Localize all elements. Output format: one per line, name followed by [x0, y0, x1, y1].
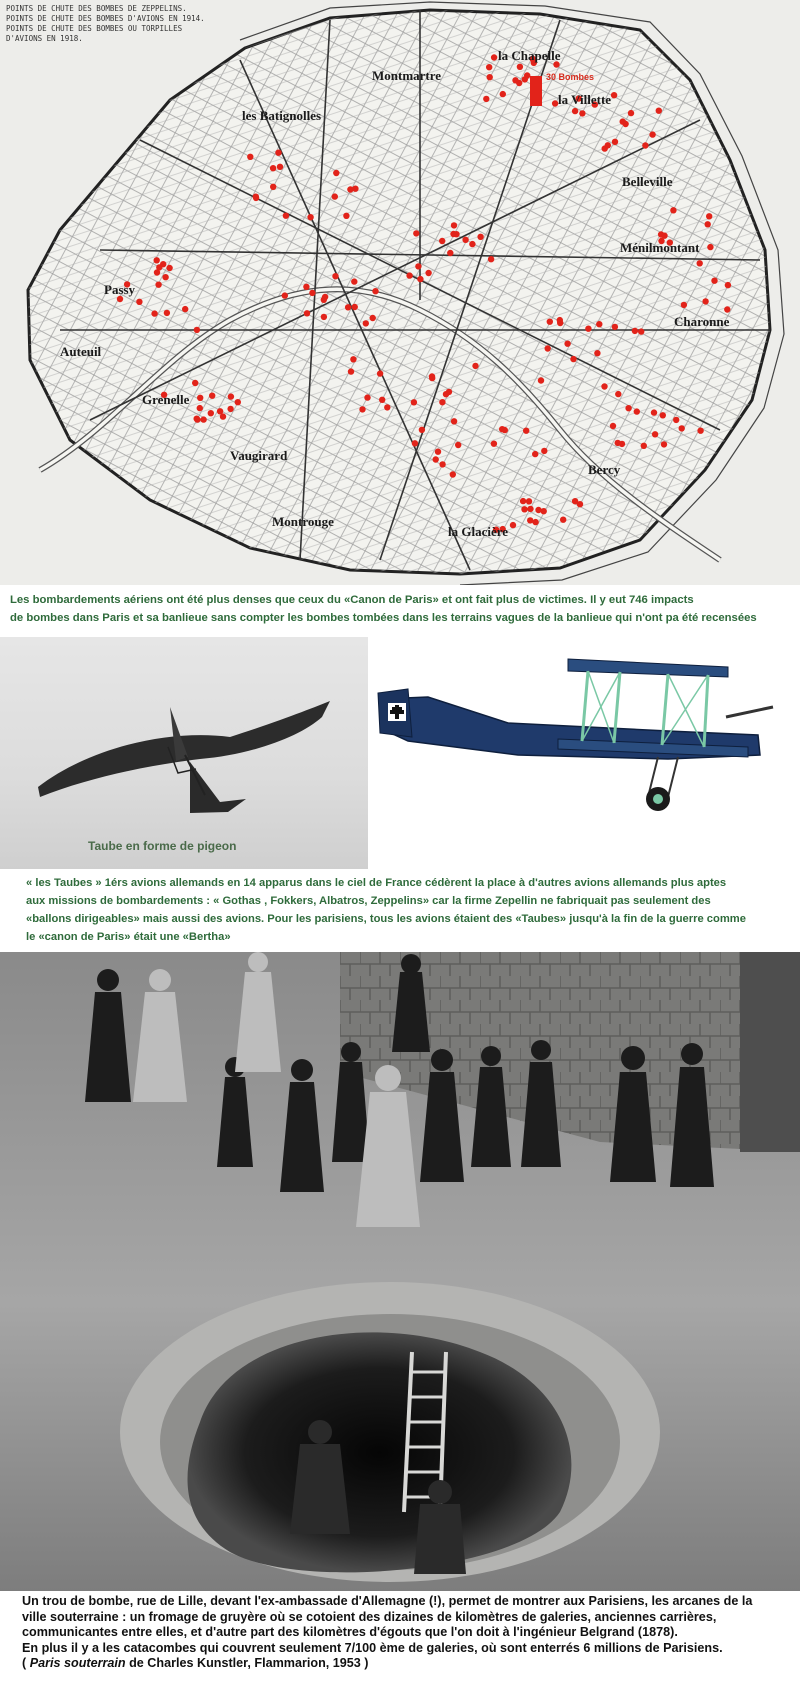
taube-photo — [0, 637, 368, 869]
district-passy: Passy — [104, 282, 136, 297]
caption-crater-line2: ville souterraine : un fromage de gruyère où se cotoient des dizaines de kilomètres de galeries, anciennes carrières, — [22, 1609, 717, 1624]
bomb-count-tag: 30 Bombes — [546, 72, 595, 82]
map-legend — [6, 4, 205, 44]
source-open: ( — [22, 1656, 30, 1670]
district-montmartre: Montmartre — [372, 68, 442, 83]
caption-crater-line1: Un trou de bombe, rue de Lille, devant l'ex-ambassade d'Allemagne (!), permet de montrer aux Parisiens, les arcanes de la — [22, 1594, 753, 1608]
district-menilmontant: Ménilmontant — [620, 240, 700, 255]
district-la-chapelle: la Chapelle — [498, 48, 561, 63]
caption-crater — [22, 1594, 800, 1672]
source-title: Paris souterrain — [29, 1656, 126, 1670]
district-la-villette: la Villette — [558, 92, 612, 107]
caption-crater-source — [22, 1656, 800, 1672]
district-bercy: Bercy — [588, 462, 621, 477]
district-vaugirard: Vaugirard — [230, 448, 288, 463]
caption-air-raids — [10, 591, 800, 627]
district-grenelle: Grenelle — [142, 392, 190, 407]
gotha-illustration — [368, 637, 800, 869]
caption-taubes — [26, 874, 800, 946]
bomb-crater-photo — [0, 952, 800, 1591]
taube-aircraft-drawing — [0, 637, 368, 869]
district-montrouge: Montrouge — [272, 514, 334, 529]
district-batignolles: les Batignolles — [242, 108, 322, 123]
legend-line-1918a: POINTS DE CHUTE DES BOMBES OU TORPILLES — [6, 24, 183, 33]
district-belleville: Belleville — [622, 174, 673, 189]
caption-taubes-line1: « les Taubes » 1érs avions allemands en 14 apparus dans le ciel de France cédèrent la place à d'autres avions allemands plus aptes — [26, 877, 727, 889]
caption-air-raids-line2: de bombes dans Paris et sa banlieue sans compter les bombes tombées dans les terrains vagues de la banlieue qui n'ont pa été recensées — [10, 612, 757, 624]
caption-crater-line3: communicantes entre elles, et d'autre part des kilomètres d'égouts que l'on doit à l'ingénieur Belgrand (1878). — [22, 1625, 678, 1639]
caption-taubes-line3: «ballons dirigeables» mais aussi des avions. Pour les parisiens, tous les avions étaient des «Taubes» jusqu'à la fin de la guerre comme — [26, 913, 746, 925]
district-charonne: Charonne — [674, 314, 730, 329]
source-rest: de Charles Kunstler, Flammarion, 1953 ) — [125, 1656, 369, 1670]
district-auteuil: Auteuil — [60, 344, 102, 359]
caption-taubes-line2: aux missions de bombardements : « Gothas , Fokkers, Albatros, Zeppelins» car la firme Zepellin ne fabriquait pas seulement des — [26, 895, 711, 907]
legend-line-1914: POINTS DE CHUTE DES BOMBES D'AVIONS EN 1914. — [6, 14, 205, 23]
legend-line-1918b: D'AVIONS EN 1918. — [6, 34, 83, 43]
bombing-map — [0, 0, 800, 585]
district-la-glaciere: la Glacière — [448, 524, 509, 539]
caption-air-raids-line1: Les bombardements aériens ont été plus denses que ceux du «Canon de Paris» et ont fait plus de victimes. Il y eut 746 impacts — [10, 594, 694, 606]
caption-taubes-line4: le «canon de Paris» était une «Bertha» — [26, 931, 231, 943]
biplane-drawing — [368, 637, 800, 869]
crater-photo-drawing — [0, 952, 800, 1591]
taube-caption: Taube en forme de pigeon — [88, 839, 237, 853]
caption-crater-line4: En plus il y a les catacombes qui couvrent seulement 7/100 ème de galeries, où sont enterrés 6 millions de Parisiens. — [22, 1640, 723, 1655]
legend-line-zeppelin: POINTS DE CHUTE DES BOMBES DE ZEPPELINS. — [6, 4, 187, 13]
